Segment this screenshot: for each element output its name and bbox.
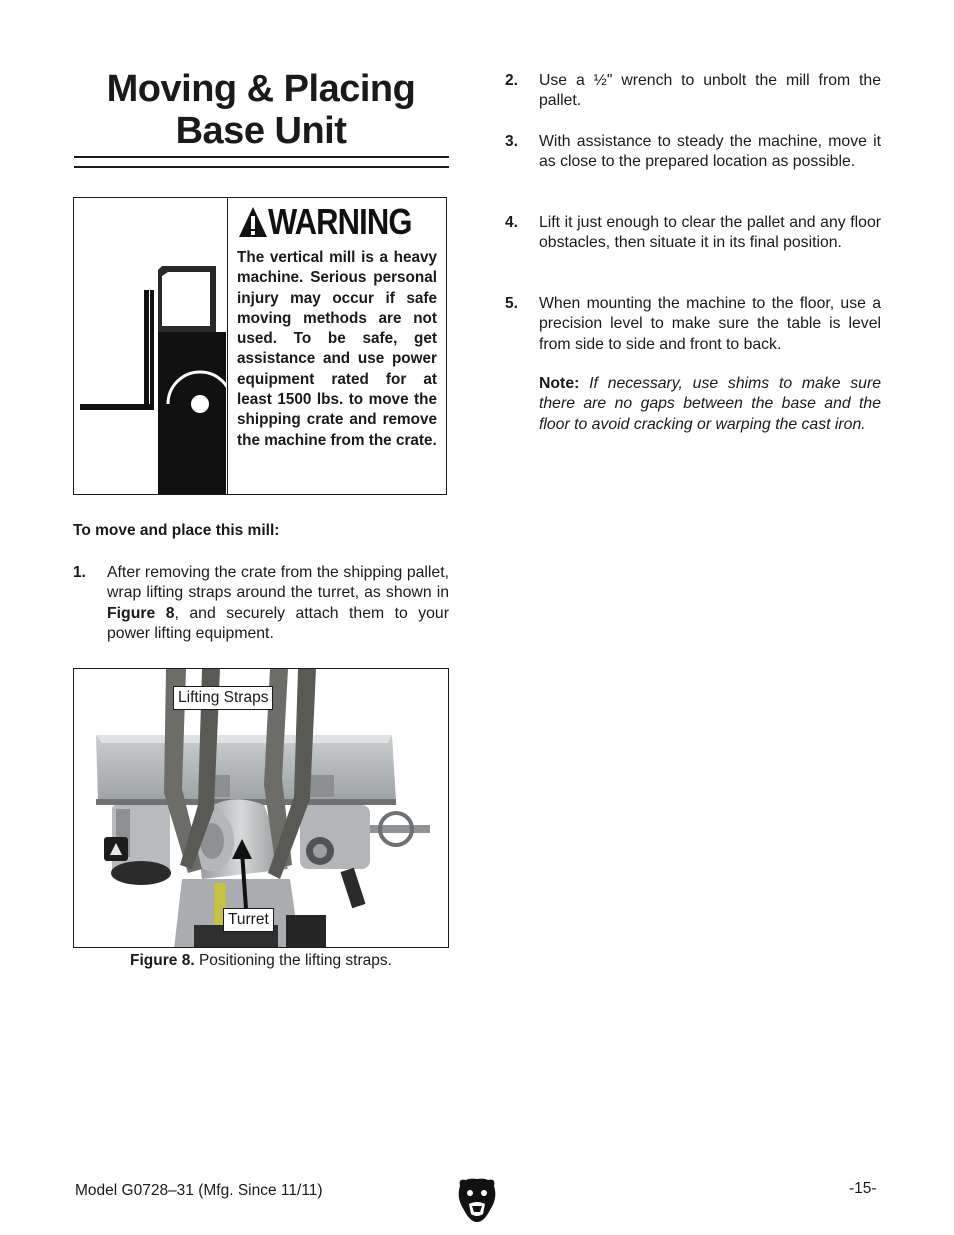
- figure-8: [73, 668, 449, 948]
- instructions-heading: To move and place this mill:: [73, 522, 280, 539]
- figure-caption-label: Figure 8.: [130, 952, 195, 969]
- step-4-text: Lift it just enough to clear the pallet and any floor obstacles, then situate it in its final position.: [539, 214, 881, 252]
- step-1-text: [107, 563, 449, 644]
- page-title-line1: Moving & Placing: [106, 68, 416, 110]
- figure-caption: [73, 952, 449, 970]
- page-title-line2: Base Unit: [175, 110, 347, 152]
- step-3-text: With assistance to steady the machine, move it as close to the prepared location as possible.: [539, 133, 881, 171]
- note-text: If necessary, use shims to make sure there are no gaps between the base and the floor to avoid cracking or warping the cast iron.: [539, 375, 882, 433]
- step-1-text-part: After removing the crate from the shipping pallet, wrap lifting straps around the turret, as shown in: [107, 564, 449, 602]
- forklift-icon: [74, 198, 228, 494]
- step-1-text-end: , and securely attach them to your power lifting equipment.: [107, 604, 449, 642]
- callout-lifting-straps: Lifting Straps: [173, 686, 273, 710]
- title-rule-bottom: [74, 166, 449, 168]
- warning-box: [73, 197, 447, 495]
- warning-text: The vertical mill is a heavy machine. Serious personal injury may occur if safe moving methods are not used. To be safe, get assistance and use power equipment rated for at least 1500 lbs. to move the shipping crate and remove the machine from the crate.: [237, 249, 437, 449]
- title-rule-top: [74, 156, 449, 158]
- step-2-text: Use a ½" wrench to unbolt the mill from the pallet.: [539, 72, 881, 110]
- page-number: -15-: [849, 1180, 877, 1197]
- figure-caption-text: Positioning the lifting straps.: [198, 952, 392, 969]
- warning-triangle-icon: [238, 206, 268, 238]
- note-label: Note:: [539, 375, 580, 392]
- mill-photo: [74, 669, 449, 948]
- step-5-number: 5.: [505, 295, 518, 312]
- step-3-number: 3.: [505, 133, 518, 150]
- step-4-number: 4.: [505, 214, 518, 231]
- warning-header: [238, 202, 435, 242]
- step-5-text: When mounting the machine to the floor, use a precision level to make sure the table is level from side to side and front to back.: [539, 295, 881, 353]
- page-title: [74, 68, 448, 152]
- bear-head-logo-icon: [456, 1176, 498, 1229]
- warning-label: WARNING: [268, 201, 412, 242]
- note: [539, 374, 881, 435]
- step-1-number: 1.: [73, 564, 86, 581]
- footer-model: Model G0728–31 (Mfg. Since 11/11): [75, 1182, 323, 1199]
- callout-turret: Turret: [223, 908, 274, 932]
- step-2-number: 2.: [505, 72, 518, 89]
- figure-reference: Figure 8: [107, 604, 175, 622]
